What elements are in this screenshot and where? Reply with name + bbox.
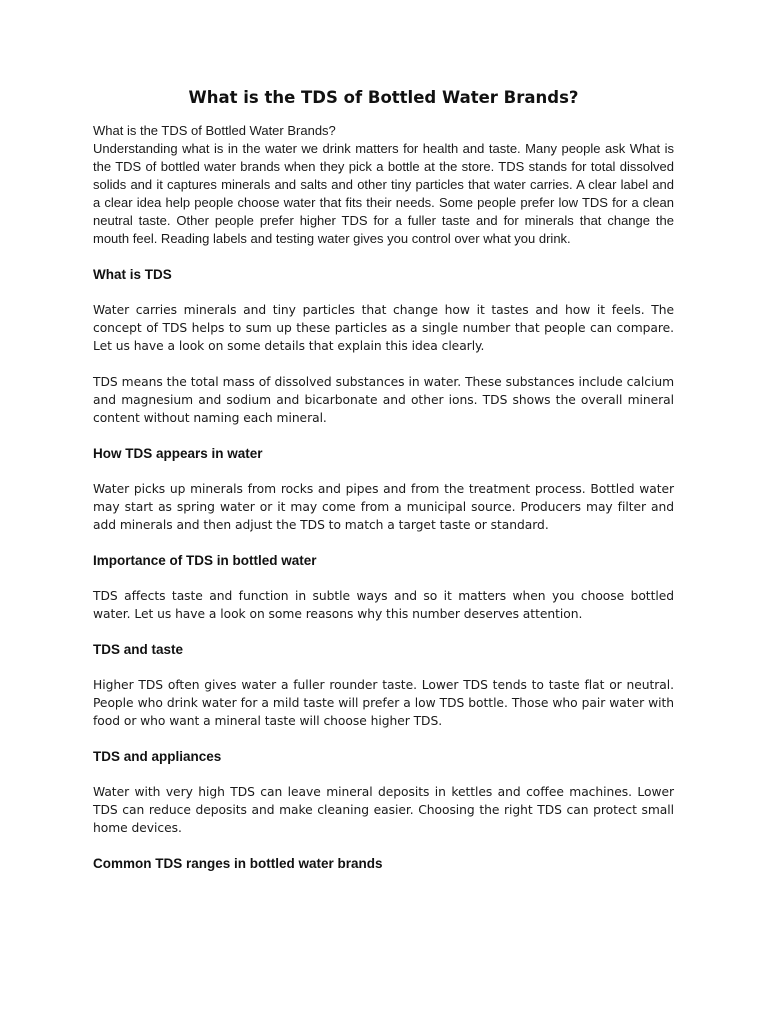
section-heading-tds-and-appliances: TDS and appliances	[93, 749, 222, 764]
intro-block	[93, 122, 674, 248]
section-heading-tds-and-taste: TDS and taste	[93, 642, 184, 657]
page-title: What is the TDS of Bottled Water Brands?	[188, 88, 579, 107]
intro-title: What is the TDS of Bottled Water Brands?	[93, 123, 336, 138]
section-paragraph: TDS means the total mass of dissolved substances in water. These substances include calcium and magnesium and sodium and bicarbonate and other ions. TDS shows the overall mineral content without naming each mineral.	[93, 375, 674, 425]
section-paragraph: Water with very high TDS can leave mineral deposits in kettles and coffee machines. Lower TDS can reduce deposits and make cleaning easier. Choosing the right TDS can protect small home devices.	[93, 785, 674, 835]
section-heading-how-tds-appears: How TDS appears in water	[93, 446, 263, 461]
section-heading-what-is-tds: What is TDS	[93, 267, 172, 282]
section-paragraph: Higher TDS often gives water a fuller rounder taste. Lower TDS tends to taste flat or neutral. People who drink water for a mild taste will prefer a low TDS bottle. Those who pair water with food or who want a mineral taste will choose higher TDS.	[93, 678, 674, 728]
section-paragraph: Water carries minerals and tiny particles that change how it tastes and how it feels. The concept of TDS helps to sum up these particles as a single number that people can compare. Let us have a look on some details that explain this idea clearly.	[93, 303, 674, 353]
section-paragraph: Water picks up minerals from rocks and pipes and from the treatment process. Bottled water may start as spring water or it may come from a municipal source. Producers may filter and add minerals and then adjust the TDS to match a target taste or standard.	[93, 482, 674, 532]
section-paragraph: TDS affects taste and function in subtle ways and so it matters when you choose bottled water. Let us have a look on some reasons why this number deserves attention.	[93, 589, 674, 621]
section-heading-common-ranges: Common TDS ranges in bottled water brands	[93, 856, 383, 871]
intro-paragraph: Understanding what is in the water we drink matters for health and taste. Many people ask What is the TDS of bottled water brands when they pick a bottle at the store. TDS stands for total dissolved solids and it captures minerals and salts and other tiny particles that water carries. A clear label and a clear idea help people choose water that fits their needs. Some people prefer low TDS for a clean neutral taste. Other people prefer higher TDS for a fuller taste and for minerals that change the mouth feel. Reading labels and testing water gives you control over what you drink.	[93, 141, 674, 246]
section-heading-importance: Importance of TDS in bottled water	[93, 553, 317, 568]
document-page	[93, 86, 674, 873]
